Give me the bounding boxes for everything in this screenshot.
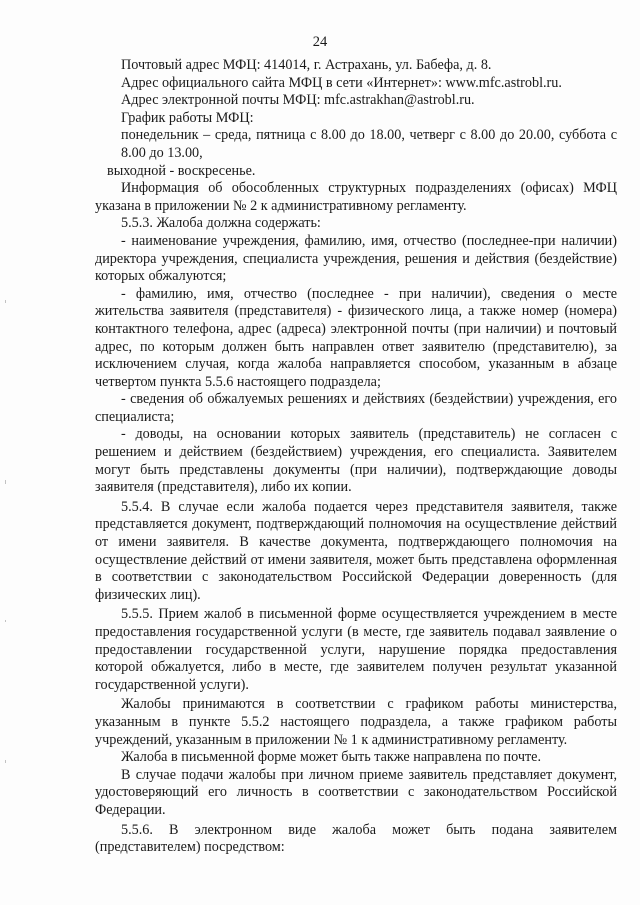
scan-mark [5, 620, 6, 622]
page-number: 24 [312, 34, 328, 50]
document-body [95, 57, 617, 857]
paragraph-item-arguments: - доводы, на основании которых заявитель (представитель) не согласен с решением и действием (бездействием) учреждения, его специалиста. Заявителем могут быть представлены документы (при наличии), подтверждающие доводы заявителя (представителя), либо их копии. [95, 426, 617, 496]
paragraph-by-mail: Жалоба в письменной форме может быть также направлена по почте. [121, 749, 542, 766]
paragraph-5-5-4: 5.5.4. В случае если жалоба подается через представителя заявителя, также представляется документ, подтверждающий полномочия на осуществление действий от имени заявителя. В качестве документа, подтверждающего полномочия на осуществление действий от имени заявителя, может быть представлена оформленная в соответствии с законодательством Российской Федерации доверенность (для физических лиц). [95, 498, 617, 603]
paragraph-item-institution: - наименование учреждения, фамилию, имя, отчество (последнее-при наличии) директора учреждения, специалиста учреждения, решения и действия (бездействие) которых обжалуются; [95, 232, 617, 285]
paragraph-schedule-heading: График работы МФЦ: [121, 109, 254, 126]
paragraph-branch-offices: Информация об обособленных структурных подразделениях (офисах) МФЦ указана в приложении № 2 к административному регламенту. [95, 180, 617, 214]
scan-mark [5, 300, 6, 303]
scan-mark [5, 480, 6, 484]
paragraph-schedule-hours: понедельник – среда, пятница с 8.00 до 18.00, четверг с 8.00 до 20.00, суббота с 8.00 до 13.00, [121, 127, 617, 161]
paragraph-email: Адрес электронной почты МФЦ: mfc.astrakhan@astrobl.ru. [121, 92, 475, 109]
paragraph-5-5-3: 5.5.3. Жалоба должна содержать: [121, 215, 321, 232]
paragraph-day-off: выходной - воскресенье. [107, 162, 256, 179]
scan-mark [5, 760, 6, 763]
paragraph-item-applicant-name: - фамилию, имя, отчество (последнее - при наличии), сведения о месте жительства заявителя (представителя) - физического лица, а также номер (номера) контактного телефона, адрес (адреса) электронной почты (при наличии) и почтовый адрес, по которым должен быть направлен ответ заявителю (представителю), за исключением случая, когда жалоба направляется способом, указанным в абзаце четвертом пункта 5.5.6 настоящего подраздела; [95, 285, 617, 390]
paragraph-5-5-5: 5.5.5. Прием жалоб в письменной форме осуществляется учреждением в месте предоставления государственной услуги (в месте, где заявитель подавал заявление о предоставлении государственной услуги, нарушение порядка предоставления которой обжалуется, либо в месте, где заявителем получен результат указанной государственной услуги). [95, 606, 617, 693]
paragraph-postal-address: Почтовый адрес МФЦ: 414014, г. Астрахань, ул. Бабефа, д. 8. [121, 57, 492, 73]
paragraph-schedule-complaints: Жалобы принимаются в соответствии с графиком работы министерства, указанным в пункте 5.5.2 настоящего подраздела, а также графиком работы учреждений, указанным в приложении № 1 к административному регламенту. [95, 696, 617, 748]
paragraph-item-decisions: - сведения об обжалуемых решениях и действиях (бездействии) учреждения, его специалиста; [95, 391, 617, 425]
paragraph-5-5-6: 5.5.6. В электронном виде жалоба может быть подана заявителем (представителем) посредством: [95, 821, 617, 856]
paragraph-website: Адрес официального сайта МФЦ в сети «Интернет»: www.mfc.astrobl.ru. [121, 74, 562, 91]
paragraph-personal-reception: В случае подачи жалобы при личном приеме заявитель представляет документ, удостоверяющий его личность в соответствии с законодательством Российской Федерации. [95, 766, 617, 818]
